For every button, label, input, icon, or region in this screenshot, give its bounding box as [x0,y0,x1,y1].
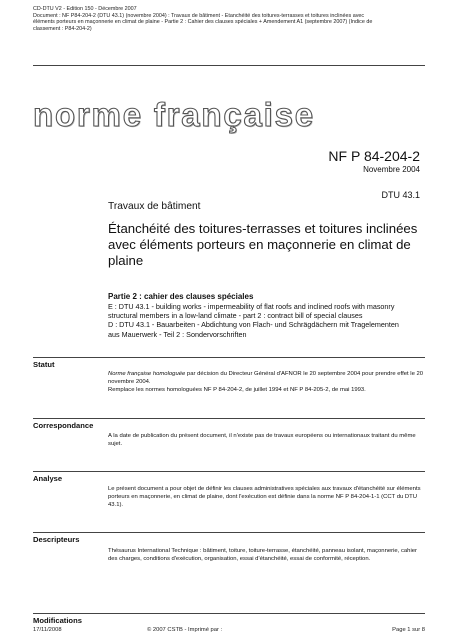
footer-date: 17/11/2008 [33,627,62,633]
header-edition: CD-DTU V2 - Edition 150 - Décembre 2007 [33,6,137,12]
analyse-text: Le présent document a pour objet de définir les clauses administratives spéciales aux travaux d'étanchéité sur éléments porteurs en maçonnerie, en climat de plaine, dont l'exécution est définie dans la norme NF P 84-204-1-1 (CCT du DTU 43.1). [108,486,421,508]
header-document-ref: Document : NF P84-204-2 (DTU 43.1) (novembre 2004) : Travaux de bâtiment - Etanchéité des toitures-terrasses et toitures inclinées avec [33,12,365,19]
part-german-title-cont: aus Mauerwerk - Teil 2 : Sondervorschriften [108,329,247,339]
part-english-title: E : DTU 43.1 - building works - impermeability of flat roofs and inclined roofs with masonry [108,302,395,311]
norm-date: Novembre 2004 [363,165,420,174]
statut-text [108,370,426,386]
part-block [108,292,424,339]
document-header [33,6,425,32]
norm-title: Étanchéité des toitures-terrasses et toitures inclinées avec éléments porteurs en maçonnerie en climat de plaine [108,221,418,269]
part-german-title: D : DTU 43.1 - Bauarbeiten - Abdichtung von Flach- und Schrägdächern mit Tragelementen [108,320,399,330]
statut-replaces: Remplace les normes homologuées NF P 84-204-2, de juillet 1994 et NF P 84-205-2, de mai 1993. [108,387,366,393]
statut-text-rest: par décision du Directeur Général d'AFNOR le 20 septembre 2004 pour prendre effet le 20 novembre 2004. [108,371,424,385]
descripteurs-label: Descripteurs [33,535,80,544]
modifications-divider [33,613,425,614]
header-classification: classement : P84-204-2) [33,25,92,32]
document-footer [33,627,425,635]
modifications-label: Modifications [33,616,82,625]
descripteurs-text: Thésaurus International Technique : bâtiment, toiture, toiture-terrasse, étanchéité, panneau isolant, maçonnerie, cahier des charges, conditions d'exécution, organisation, essai d'étanchéité, essai de conformité, réception. [108,548,418,562]
header-divider [33,65,425,66]
footer-copyright: © 2007 CSTB - Imprimé par : [147,627,223,633]
statut-body [108,370,426,394]
statut-italic-lead: Norme française homologuée [108,371,186,377]
part-title: Partie 2 : cahier des clauses spéciales [108,292,254,301]
descripteurs-divider [33,532,425,533]
dtu-reference: DTU 43.1 [381,190,420,200]
header-document-ref-cont: éléments porteurs en maçonnerie en climat de plaine - Partie 2 : Cahier des clauses spéciales + Amendement A1 (septembre 2007) (Indice de [33,19,373,26]
norm-number: NF P 84-204-2 [328,148,420,164]
statut-label: Statut [33,360,55,369]
statut-divider [33,357,425,358]
norm-category: Travaux de bâtiment [108,201,201,212]
correspondance-label: Correspondance [33,421,94,430]
part-english-title-cont: structural members in a low-land climate - part 2 : contract bill of special clauses [108,311,363,321]
correspondance-divider [33,418,425,419]
brand-title: norme française [33,96,315,133]
analyse-divider [33,471,425,472]
correspondance-text: A la date de publication du présent document, il n'existe pas de travaux européens ou internationaux traitant du même sujet. [108,433,416,447]
footer-page-number: Page 1 sur 8 [392,627,425,633]
analyse-label: Analyse [33,474,63,483]
